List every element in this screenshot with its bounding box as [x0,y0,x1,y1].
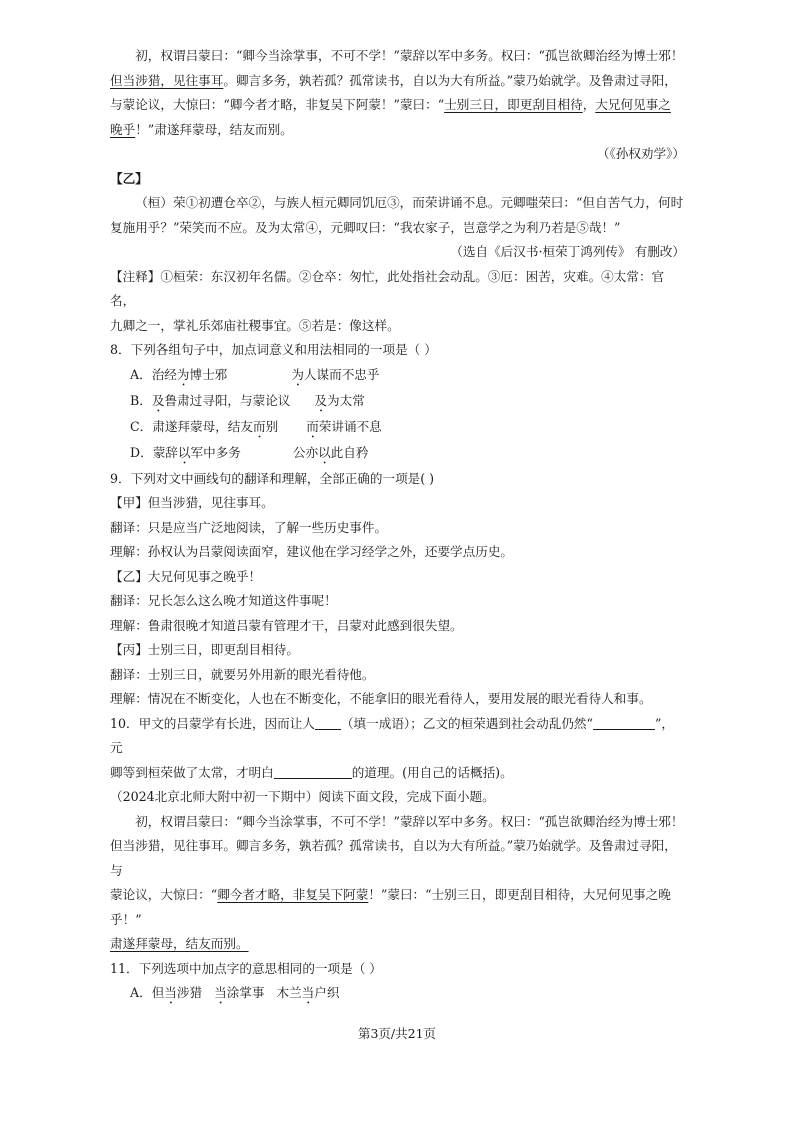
question-11-stem: 11．下列选项中加点字的意思相同的一项是（ ） [110,960,382,976]
option-text: 荣讲诵不息 [318,418,382,434]
item-tag: 【甲】 [110,495,148,510]
question-9-understanding: 理解：鲁肃很晚才知道吕蒙有管理才干，吕蒙对此感到很失望。 [110,617,463,633]
option-text: 公亦 [292,444,319,460]
question-9-translation: 翻译：兄长怎么这么晚才知道这件事呢！ [110,593,337,608]
option-gap [241,445,293,460]
dotted-word: 而 [306,418,319,434]
option-letter: C． [130,418,153,434]
dotted-word: 及 [151,392,165,408]
answer-blank[interactable] [274,764,352,779]
page-content [110,44,685,1007]
underlined-sentence: 士别三日，即更刮目相待 [444,97,583,112]
option-text: 涂掌事 [226,985,265,1000]
question-text: 的道理。(用自己的话概括)。 [351,764,513,780]
passage-text: 与蒙论议，大惊曰：“卿今者才略，非复吴下阿蒙！”蒙曰：“ [110,97,445,112]
passage-jia-line: 初，权谓吕蒙曰：“卿今当涂掌事，不可不学！”蒙辞以军中多务。权曰：“孤岂欲卿治经为博士邪！ [135,48,684,63]
underlined-sentence: 但当涉猎，见往事耳 [110,72,224,88]
option-text: 木兰 [276,985,302,1000]
option-letter: B． [130,392,152,408]
question-text: ”，元 [110,715,674,755]
option-gap [202,985,214,1000]
item-sentence: 大兄何见事之晚乎！ [147,568,262,584]
dotted-word: 当 [164,985,177,1000]
question-9-item [110,638,685,663]
option-text: 人谋而不忠乎 [303,366,380,382]
passage-jia-line [110,69,685,94]
question-9-understanding: 理解：孙权认为吕蒙阅读面窄，建议他在学习经学之外，还要学点历史。 [110,544,513,559]
passage-yi-line: 复施用乎？”荣笑而不应。及为太常④，元卿叹曰：“我农家子，岂意学之为利乃若是⑤哉！” [110,219,621,235]
dotted-word: 及 [314,392,328,408]
option-text: 蒙辞 [152,444,178,460]
question-9-item [110,565,685,590]
question-11-option-a [110,981,685,1007]
question-8-stem: 8．下列各组句子中，加点词意义和用法相同的一项是（ ） [110,342,437,357]
passage-text: 。卿言多务，孰若孤？孤常读书，自以为大有所益。”蒙乃始就学。及鲁肃过寻阳， [223,72,677,88]
option-text: 别 [265,418,279,434]
option-gap [290,393,314,408]
option-text: 但 [151,985,165,1000]
passage-2-line: 但当涉猎，见往事耳。卿言多务，孰若孤？孤常读书，自以为大有所益。”蒙乃始就学。及鲁肃过寻阳，与 [110,838,677,878]
option-gap [264,985,276,1000]
question-text: 10．甲文的吕蒙学有长进，因而让人 [110,715,315,731]
option-text: 博士邪 [189,366,228,382]
option-text: 军中多务 [190,444,241,460]
option-gap [227,367,291,382]
passage-text: 蒙论议，大惊曰：“ [110,887,218,902]
dotted-word: 当 [214,985,227,1000]
dotted-word: 以 [318,444,331,460]
option-letter: A． [130,366,152,382]
passage-2-line: 初，权谓吕蒙曰：“卿今当涂掌事，不可不学！”蒙辞以军中多务。权曰：“孤岂欲卿治经为博士邪！ [135,813,684,829]
item-sentence: 但当涉猎，见往事耳。 [147,495,274,510]
question-8-option-d [110,441,685,467]
question-9-understanding: 理解：情况在不断变化，人也在不断变化，不能拿旧的眼光看待人，要用发展的眼光看待人和事。 [110,691,652,706]
question-8-option-c [110,415,685,441]
passage-text: ， [582,97,596,112]
passage-jia-line [110,93,685,118]
option-letter: D． [130,444,153,460]
item-sentence: 士别三日，即更刮目相待。 [147,642,299,657]
option-text: 治经 [151,366,177,382]
passage-text: ！”蒙曰：“士别三日，即更刮目相待，大兄何见事之晚乎！” [110,887,671,927]
dotted-word: 当 [301,985,315,1000]
question-text: 卿等到桓荣做了太常，才明白 [110,764,274,780]
question-9-translation: 翻译：只是应当广泛地阅读，了解一些历史事件。 [110,519,388,535]
question-10-line [110,712,685,761]
notes-line: 【注释】①桓荣：东汉初年名儒。②仓卒：匆忙，此处指社会动乱。③厄：困苦，灾难。④太常：官名， [110,268,665,308]
answer-blank[interactable] [315,715,341,730]
passage-2-line [110,883,685,932]
notes-line: 九卿之一，掌礼乐郊庙社稷事宜。⑤若是：像这样。 [110,317,400,333]
reading-intro: （2024北京北师大附中初一下期中）阅读下面文段，完成下面小题。 [110,789,495,804]
passage-jia-source: （《孙权劝学》） [596,146,685,161]
passage-text: ！”肃遂拜蒙母，结友而别。 [135,121,293,137]
section-yi-heading: 【乙】 [110,170,148,186]
page-number: 第3页/共21页 [357,1026,437,1041]
option-text: 鲁肃过寻阳，与蒙论议 [164,392,291,408]
question-9-translation: 翻译：士别三日，就要另外用新的眼光看待他。 [110,666,375,682]
item-tag: 【丙】 [110,642,148,657]
question-10-line [110,761,685,786]
dotted-word: 以 [177,444,191,460]
option-gap [278,419,306,434]
passage-yi-line: （桓）荣①初遭仓卒②，与族人桓元卿同饥厄③，而荣讲诵不息。元卿嗤荣曰：“但自苦气力，何时 [135,195,684,210]
option-text: 为太常 [327,392,365,408]
answer-blank[interactable] [593,715,655,730]
question-text: （填一成语）；乙文的桓荣遇到社会动乱仍然“ [340,715,593,731]
option-text: 户织 [314,985,340,1000]
option-text: 涉猎 [176,985,203,1000]
underlined-sentence: 大兄何见事之 [595,97,671,112]
option-text: 此自矜 [330,444,369,460]
question-9-stem: 9．下列对文中画线句的翻译和理解，全部正确的一项是( ) [110,470,435,486]
question-9-item [110,491,685,516]
question-8-option-a [110,363,685,389]
option-letter: A． [130,985,152,1000]
dotted-word: 为 [291,366,304,382]
option-text: 肃遂拜蒙母，结友 [152,418,253,434]
question-8-option-b [110,389,685,415]
underlined-sentence: 肃遂拜蒙母，结友而别。 [110,936,249,951]
passage-yi-source: （选自《后汉书·桓荣丁鸿列传》 有删改） [450,244,685,259]
item-tag: 【乙】 [110,568,148,584]
dotted-word: 而 [252,418,266,434]
underlined-sentence: 卿今者才略，非复吴下阿蒙 [217,887,369,902]
dotted-word: 为 [176,366,190,382]
underlined-sentence: 晚乎 [110,121,136,137]
passage-2-line [110,932,685,957]
passage-jia-line [110,118,685,143]
